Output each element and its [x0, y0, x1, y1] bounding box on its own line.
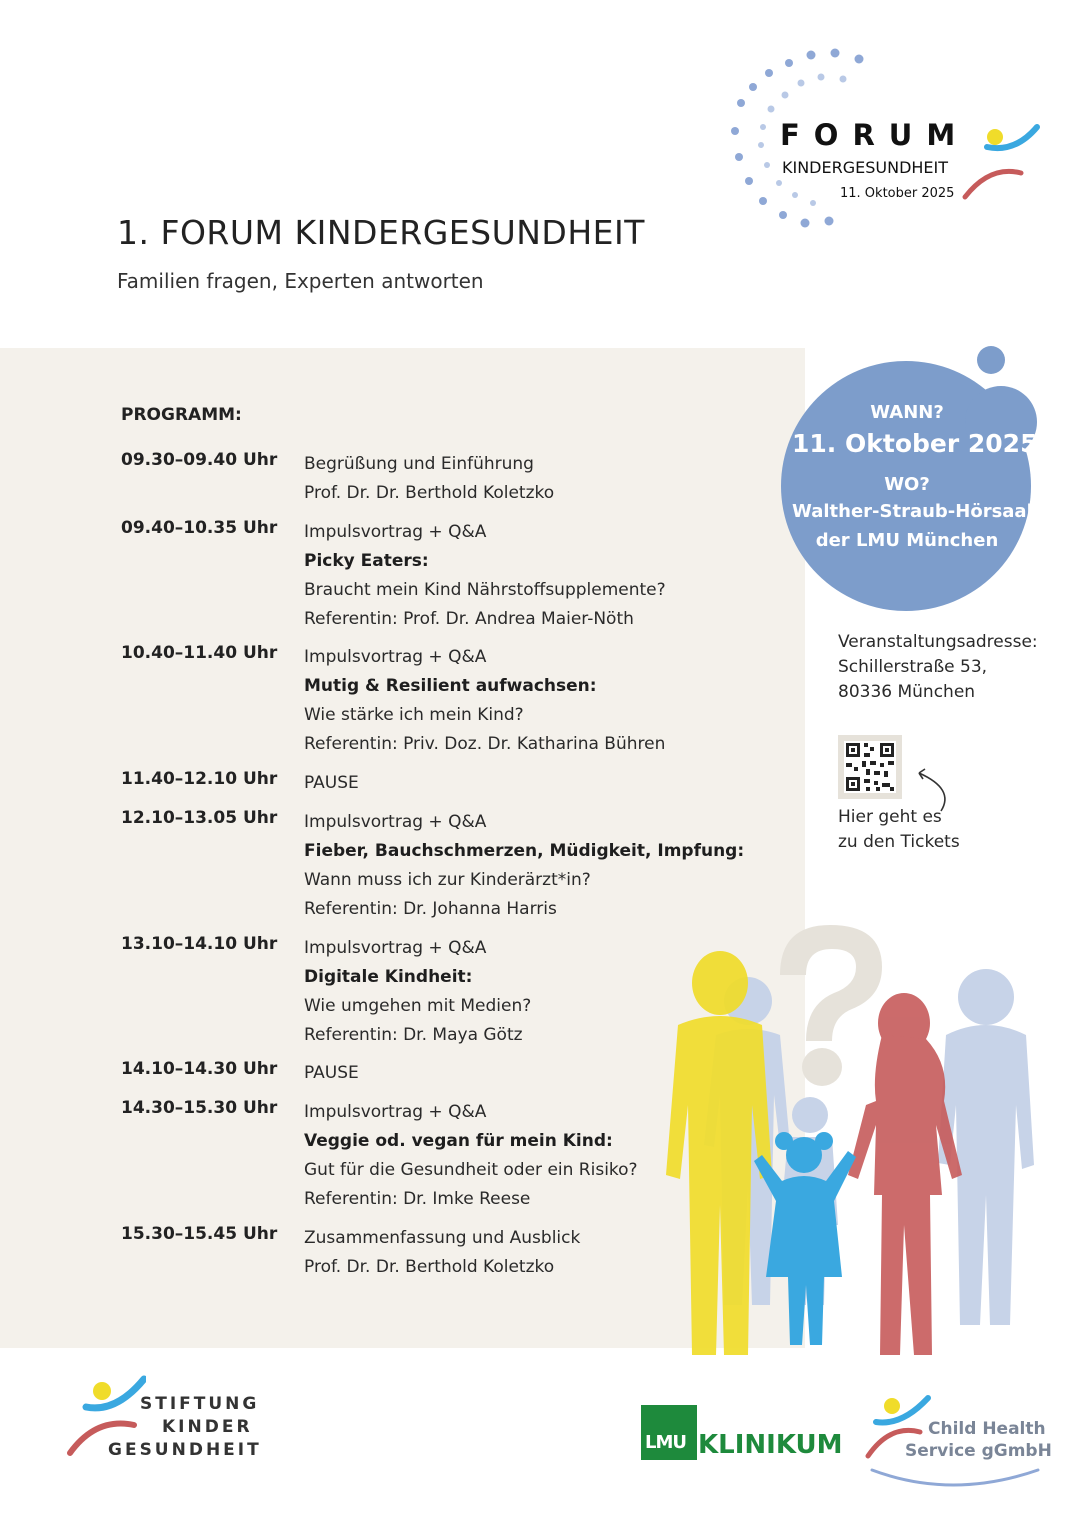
program-row-time: 10.40–11.40 Uhr: [121, 643, 278, 663]
child-health-logo-line-2: Service gGmbH: [905, 1441, 1052, 1461]
program-row-time: 13.10–14.10 Uhr: [121, 934, 278, 954]
program-detail-line: PAUSE: [304, 773, 359, 793]
program-row-time: 14.10–14.30 Uhr: [121, 1059, 278, 1079]
program-detail-line: Zusammenfassung und Ausblick: [304, 1228, 581, 1248]
tickets-line-2: zu den Tickets: [838, 832, 960, 852]
program-detail-line: Impulsvortrag + Q&A: [304, 522, 487, 542]
program-detail-line: Begrüßung und Einführung: [304, 454, 534, 474]
program-detail-line: Referentin: Dr. Imke Reese: [304, 1189, 531, 1209]
address-city: 80336 München: [838, 682, 976, 702]
stiftung-logo-line-2: KINDER: [162, 1417, 253, 1437]
family-illustration: [620, 905, 1050, 1375]
where-label: WO?: [884, 474, 930, 495]
program-detail-line: Gut für die Gesundheit oder ein Risiko?: [304, 1160, 638, 1180]
program-detail-line: Wann muss ich zur Kinderärzt*in?: [304, 870, 591, 890]
program-detail-line: Impulsvortrag + Q&A: [304, 938, 487, 958]
program-detail-line: Referentin: Priv. Doz. Dr. Katharina Bühren: [304, 734, 666, 754]
page-title: 1. FORUM KINDERGESUNDHEIT: [117, 213, 645, 252]
program-row-time: 11.40–12.10 Uhr: [121, 769, 278, 789]
program-row-details: [304, 769, 359, 798]
forum-logo-date: 11. Oktober 2025: [840, 186, 955, 201]
qr-code[interactable]: [838, 735, 902, 799]
program-detail-line: Wie umgehen mit Medien?: [304, 996, 532, 1016]
child-health-logo-line-1: Child Health: [928, 1419, 1046, 1439]
venue-line-1: Walther-Straub-Hörsaal: [792, 501, 1033, 522]
lmu-logo-letters: LMU: [645, 1432, 686, 1453]
program-topic-title: Picky Eaters:: [304, 551, 429, 571]
program-row-details: [304, 1059, 359, 1088]
program-detail-line: Braucht mein Kind Nährstoffsupplemente?: [304, 580, 666, 600]
program-row-details: [304, 450, 554, 508]
program-topic-title: Digitale Kindheit:: [304, 967, 473, 987]
program-detail-line: Prof. Dr. Dr. Berthold Koletzko: [304, 483, 555, 503]
program-row-time: 09.40–10.35 Uhr: [121, 518, 278, 538]
lmu-logo-word: KLINIKUM: [698, 1430, 843, 1460]
stiftung-logo-line-1: STIFTUNG: [140, 1394, 260, 1414]
program-detail-line: PAUSE: [304, 1063, 359, 1083]
program-detail-line: Referentin: Dr. Johanna Harris: [304, 899, 557, 919]
program-row-time: 12.10–13.05 Uhr: [121, 808, 278, 828]
program-detail-line: Wie stärke ich mein Kind?: [304, 705, 524, 725]
when-label: WANN?: [870, 402, 944, 423]
program-row-details: [304, 1224, 580, 1282]
program-topic-title: Mutig & Resilient aufwachsen:: [304, 676, 597, 696]
address-label: Veranstaltungsadresse:: [838, 632, 1038, 652]
address-street: Schillerstraße 53,: [838, 657, 988, 677]
program-detail-line: Impulsvortrag + Q&A: [304, 1102, 487, 1122]
program-row-time: 14.30–15.30 Uhr: [121, 1098, 278, 1118]
program-row-time: 09.30–09.40 Uhr: [121, 450, 278, 470]
program-topic-title: Veggie od. vegan für mein Kind:: [304, 1131, 613, 1151]
venue-line-2: der LMU München: [815, 530, 999, 551]
stiftung-logo-line-3: GESUNDHEIT: [108, 1440, 262, 1460]
program-detail-line: Impulsvortrag + Q&A: [304, 647, 487, 667]
event-date: 11. Oktober 2025: [792, 429, 1038, 458]
program-row-details: [304, 518, 666, 634]
program-row-details: [304, 1098, 638, 1214]
program-heading: PROGRAMM:: [121, 405, 242, 425]
program-row-details: [304, 643, 665, 759]
forum-logo-word: FORUM: [780, 118, 970, 152]
program-row-time: 15.30–15.45 Uhr: [121, 1224, 278, 1244]
program-row-details: [304, 934, 531, 1050]
program-detail-line: Referentin: Prof. Dr. Andrea Maier-Nöth: [304, 609, 634, 629]
page-subtitle: Familien fragen, Experten antworten: [117, 269, 484, 293]
program-detail-line: Impulsvortrag + Q&A: [304, 812, 487, 832]
program-detail-line: Prof. Dr. Dr. Berthold Koletzko: [304, 1257, 555, 1277]
program-detail-line: Referentin: Dr. Maya Götz: [304, 1025, 523, 1045]
program-topic-title: Fieber, Bauchschmerzen, Müdigkeit, Impfung:: [304, 841, 745, 861]
tickets-line-1: Hier geht es: [838, 807, 942, 827]
forum-logo-subtitle: KINDERGESUNDHEIT: [782, 158, 949, 177]
